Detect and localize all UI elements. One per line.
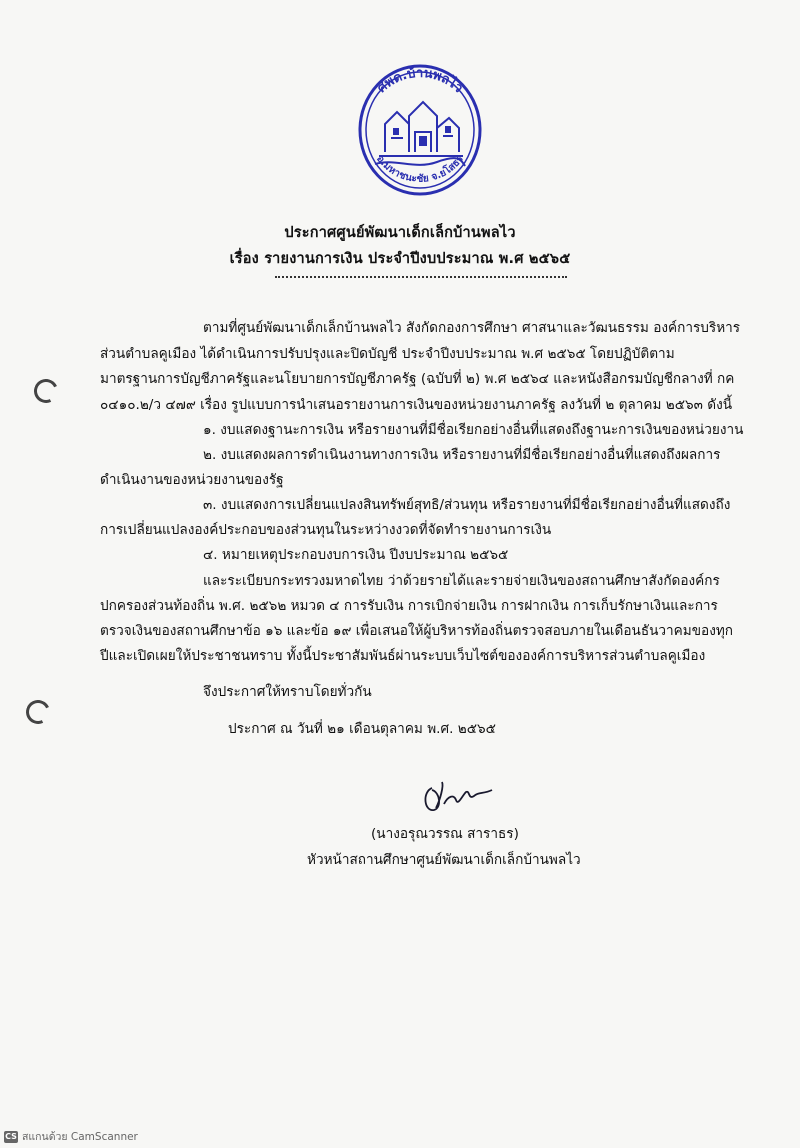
scanner-text: สแกนด้วย CamScanner (22, 1131, 138, 1143)
organization-seal (345, 52, 495, 202)
list-item-3-line-1: ๓. งบแสดงการเปลี่ยนแปลงสินทรัพย์สุทธิ/ส่วนทุน หรือรายงานที่มีชื่อเรียกอย่างอื่นที่แสดงถึง (203, 497, 731, 513)
signer-name: (นางอรุณวรรณ สาราธร) (371, 826, 519, 842)
seal-top-text: ศพด.บ้านพลไว (374, 65, 466, 97)
paragraph-2-line-1: และระเบียบกระทรวงมหาดไทย ว่าด้วยรายได้และรายจ่ายเงินของสถานศึกษาสังกัดองค์กร (203, 573, 720, 589)
subject-line: เรื่อง รายงานการเงิน ประจำปีงบประมาณ พ.ศ ๒๕๖๕ (229, 251, 571, 267)
list-item-4: ๔. หมายเหตุประกอบงบการเงิน ปีงบประมาณ ๒๕๖๕ (203, 547, 509, 563)
paragraph-1-line-4: ๐๔๑๐.๒/ว ๔๗๙ เรื่อง รูปแบบการนำเสนอรายงานการเงินของหน่วยงานภาครัฐ ลงวันที่ ๒ ตุลาคม ๒๕๖๓ ดังนี้ (100, 397, 733, 413)
paragraph-1-line-3: มาตรฐานการบัญชีภาครัฐและนโยบายการบัญชีภาครัฐ (ฉบับที่ ๒) พ.ศ ๒๕๖๔ และหนังสือกรมบัญชีกลางที่ กค (100, 371, 735, 387)
paragraph-2-line-3: ตรวจเงินของสถานศึกษาข้อ ๑๖ และข้อ ๑๙ เพื่อเสนอให้ผู้บริหารท้องถิ่นตรวจสอบภายในเดือนธันวาคมของทุก (100, 623, 734, 639)
camscanner-icon: CS (5, 1131, 17, 1141)
list-item-2-line-1: ๒. งบแสดงผลการดำเนินงานทางการเงิน หรือรายงานที่มีชื่อเรียกอย่างอื่นที่แสดงถึงผลการ (203, 447, 721, 463)
list-item-3-line-2: การเปลี่ยนแปลงองค์ประกอบของส่วนทุนในระหว่างงวดที่จัดทำรายงานการเงิน (100, 522, 552, 538)
svg-text:ศพด.บ้านพลไว (374, 65, 465, 96)
closing-line: จึงประกาศให้ทราบโดยทั่วกัน (203, 684, 372, 700)
paragraph-1-line-2: ส่วนตำบลคูเมือง ได้ดำเนินการปรับปรุงและปิดบัญชี ประจำปีงบประมาณ พ.ศ ๒๕๖๕ โดยปฏิบัติตาม (100, 346, 675, 362)
list-item-2-line-2: ดำเนินงานของหน่วยงานของรัฐ (100, 472, 284, 488)
punch-hole-top (31, 376, 62, 407)
scanner-watermark (4, 1128, 138, 1145)
dotted-divider (275, 276, 567, 278)
signer-position: หัวหน้าสถานศึกษาศูนย์พัฒนาเด็กเล็กบ้านพลไว (307, 852, 581, 868)
seal-bottom-text: อ.มหาชนะชัย จ.ยโสธร (374, 153, 466, 185)
punch-hole-bottom (23, 697, 54, 728)
paragraph-2-line-4: ปีและเปิดเผยให้ประชาชนทราบ ทั้งนี้ประชาสัมพันธ์ผ่านระบบเว็บไซต์ขององค์การบริหารส่วนตำบลคูเมือง (100, 648, 706, 664)
paragraph-2-line-2: ปกครองส่วนท้องถิ่น พ.ศ. ๒๕๖๒ หมวด ๔ การรับเงิน การเบิกจ่ายเงิน การฝากเงิน การเก็บรักษาเงินและการ (100, 598, 718, 614)
list-item-1: ๑. งบแสดงฐานะการเงิน หรือรายงานที่มีชื่อเรียกอย่างอื่นที่แสดงถึงฐานะการเงินของหน่วยงาน (203, 422, 744, 438)
paragraph-1-line-1: ตามที่ศูนย์พัฒนาเด็กเล็กบ้านพลไว สังกัดกองการศึกษา ศาสนาและวัฒนธรรม องค์การบริหาร (203, 320, 741, 336)
handwritten-signature (418, 778, 518, 824)
announcement-title: ประกาศศูนย์พัฒนาเด็กเล็กบ้านพลไว (284, 225, 516, 241)
announcement-date: ประกาศ ณ วันที่ ๒๑ เดือนตุลาคม พ.ศ. ๒๕๖๕ (228, 721, 496, 737)
